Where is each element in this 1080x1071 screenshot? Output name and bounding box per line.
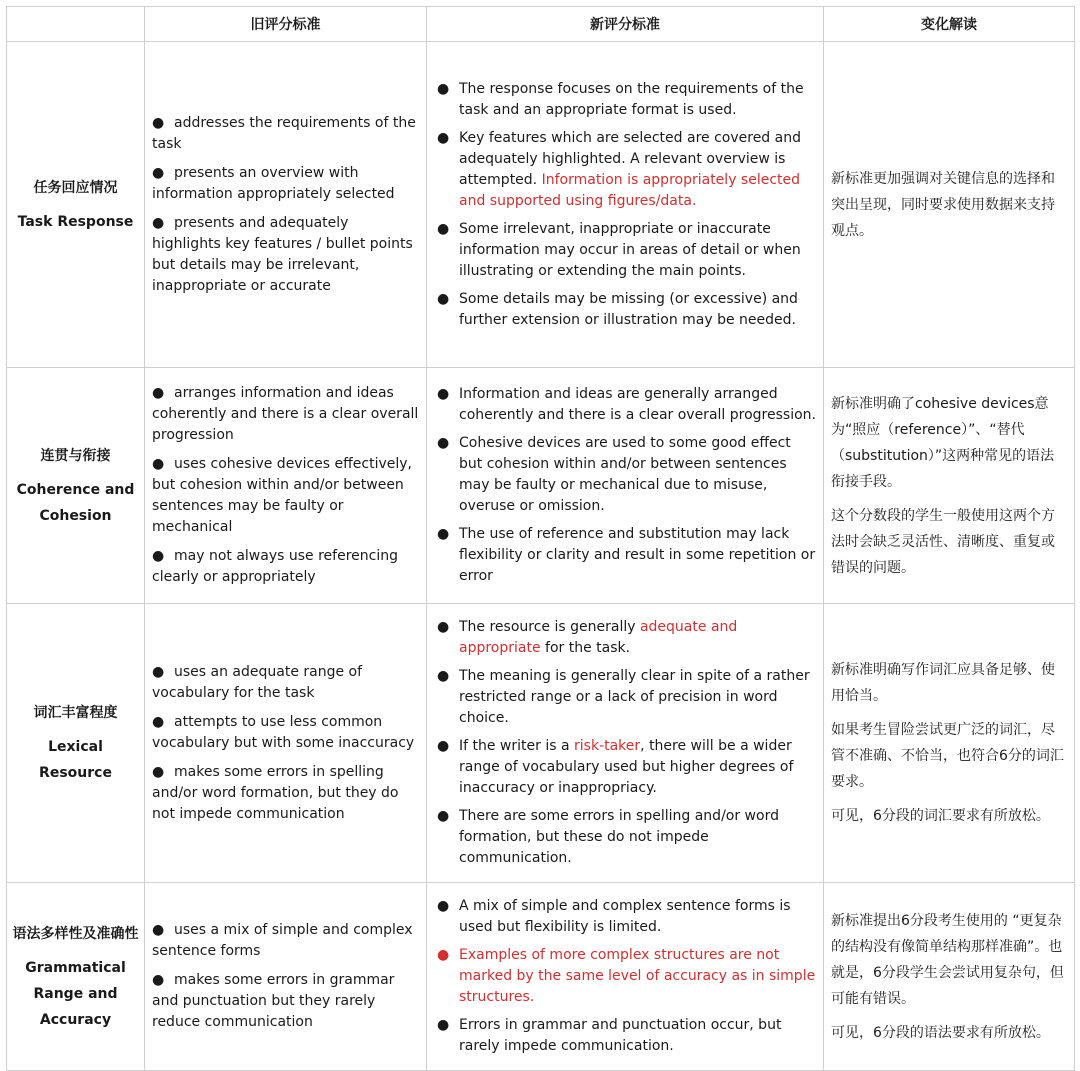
old-criteria-item (152, 113, 420, 155)
old-criteria-text: arranges information and ideas coherently and there is a clear overall progression (152, 385, 419, 443)
old-criteria-text: may not always use referencing clearly or appropriately (152, 548, 398, 585)
header-row (7, 7, 1075, 42)
new-criteria-text: There are some errors in spelling and/or word formation, but these do not impede communication. (459, 808, 779, 866)
new-criteria-cell (427, 368, 824, 604)
new-criteria-item (434, 617, 817, 659)
bullet-icon: ● (152, 548, 165, 564)
bullet-icon: ● (152, 214, 165, 231)
highlighted-text: Examples of more complex structures are not marked by the same level of accuracy as in simple structures. (459, 947, 816, 1005)
old-criteria-item (152, 383, 420, 446)
bullet-icon: ● (437, 808, 450, 824)
bullet-icon: ● (437, 898, 450, 914)
criterion-chinese-name: 词汇丰富程度 (33, 705, 118, 721)
criterion-cell (7, 604, 145, 883)
new-criteria-text: The resource is generally (459, 619, 640, 635)
new-criteria-text: Some irrelevant, inappropriate or inaccurate information may occur in areas of detail or when illustrating or extending the main points. (459, 220, 801, 279)
new-criteria-item (434, 289, 817, 331)
criterion-chinese-name: 语法多样性及准确性 (12, 925, 139, 942)
highlighted-text: adequate and appropriate (459, 619, 738, 656)
table-row (7, 883, 1075, 1071)
new-criteria-item (434, 433, 817, 517)
criteria-table (6, 6, 1075, 1071)
old-criteria-item (152, 762, 420, 825)
old-criteria-cell (145, 42, 427, 368)
new-criteria-item (434, 219, 817, 282)
new-criteria-text: A mix of simple and complex sentence forms is used but flexibility is limited. (459, 898, 791, 935)
table-row (7, 42, 1075, 368)
change-paragraph: 新标准更加强调对关键信息的选择和突出呈现，同时要求使用数据来支持观点。 (831, 170, 1055, 239)
criterion-chinese-name: 任务回应情况 (33, 179, 118, 196)
criterion-cell (7, 883, 145, 1071)
old-criteria-text: uses an adequate range of vocabulary for the task (152, 663, 363, 701)
bullet-icon: ● (152, 385, 165, 401)
new-criteria-cell (427, 42, 824, 368)
new-criteria-item (434, 128, 817, 212)
old-criteria-item (152, 163, 420, 205)
old-criteria-text: addresses the requirements of the task (152, 114, 416, 152)
criterion-chinese-name: 连贯与衔接 (40, 447, 111, 464)
change-paragraph: 新标准提出6分段考生使用的 “更复杂的结构没有像简单结构那样准确”。也就是，6分段学生会尝试用复杂句，但可能有错误。 (831, 912, 1064, 1007)
new-criteria-item (434, 1015, 817, 1057)
old-criteria-text: uses cohesive devices effectively, but cohesion within and/or between sentences may be faulty or mechanical (152, 456, 413, 535)
new-criteria-text: Information and ideas are generally arranged coherently and there is a clear overall progression. (459, 386, 816, 423)
old-criteria-text: makes some errors in spelling and/or word formation, but they do not impede communication (152, 763, 399, 822)
old-criteria-item (152, 454, 420, 538)
change-paragraph: 新标准明确写作词汇应具备足够、使用恰当。 (831, 662, 1055, 704)
criterion-english-name: Coherence and Cohesion (16, 481, 135, 524)
bullet-icon: ● (437, 386, 450, 402)
change-paragraph: 这个分数段的学生一般使用这两个方法时会缺乏灵活性、清晰度、重复或错误的问题。 (831, 507, 1055, 576)
highlighted-text: Information is appropriately selected and supported using figures/data. (459, 171, 801, 209)
change-interpretation-cell (824, 42, 1075, 368)
new-criteria-text: If the writer is a (459, 738, 575, 754)
old-criteria-item (152, 546, 420, 588)
bullet-icon: ● (437, 738, 450, 754)
new-criteria-text: for the task. (540, 640, 631, 656)
criterion-english-name: Grammatical Range and Accuracy (25, 959, 126, 1028)
change-paragraph: 可见，6分段的语法要求有所放松。 (831, 1024, 1050, 1041)
new-criteria-text: Some details may be missing (or excessive) and further extension or illustration may be needed. (459, 290, 798, 328)
bullet-icon: ● (152, 972, 165, 988)
old-criteria-text: makes some errors in grammar and punctuation but they rarely reduce communication (152, 972, 395, 1030)
new-criteria-text: , there will be a wider range of vocabulary used but higher degrees of inaccuracy or inappropriacy. (459, 738, 794, 796)
change-interpretation-cell (824, 604, 1075, 883)
table-row (7, 604, 1075, 883)
old-criteria-cell (145, 368, 427, 604)
bullet-icon: ● (437, 947, 450, 963)
old-criteria-item (152, 712, 420, 754)
criterion-cell (7, 42, 145, 368)
bullet-icon: ● (152, 763, 165, 780)
new-criteria-item (434, 79, 817, 121)
new-criteria-cell (427, 604, 824, 883)
old-criteria-text: uses a mix of simple and complex sentence forms (152, 922, 413, 959)
new-criteria-text: The meaning is generally clear in spite of a rather restricted range or a lack of precision in word choice. (459, 668, 810, 726)
old-criteria-cell (145, 604, 427, 883)
new-criteria-item (434, 524, 817, 587)
old-criteria-cell (145, 883, 427, 1071)
new-criteria-text: The response focuses on the requirements of the task and an appropriate format is used. (459, 80, 804, 118)
header-criterion (7, 7, 145, 42)
old-criteria-item (152, 213, 420, 297)
old-criteria-item (152, 970, 420, 1033)
old-criteria-item (152, 662, 420, 704)
new-criteria-item (434, 666, 817, 729)
new-criteria-cell (427, 883, 824, 1071)
criterion-english-name: Lexical Resource (39, 739, 112, 781)
bullet-icon: ● (152, 922, 165, 938)
new-criteria-item (434, 736, 817, 799)
header-old-criteria: 旧评分标准 (145, 7, 427, 42)
change-paragraph: 新标准明确了cohesive devices意为“照应（reference）”、“替代（substitution）”这两种常见的语法衔接手段。 (831, 395, 1055, 490)
bullet-icon: ● (152, 114, 165, 131)
old-criteria-text: attempts to use less common vocabulary but with some inaccuracy (152, 713, 415, 751)
bullet-icon: ● (437, 220, 450, 237)
new-criteria-item (434, 896, 817, 938)
bullet-icon: ● (152, 164, 165, 181)
new-criteria-item (434, 806, 817, 869)
bullet-icon: ● (437, 290, 450, 307)
old-criteria-text: presents and adequately highlights key features / bullet points but details may be irrelevant, inappropriate or accurate (152, 214, 413, 294)
bullet-icon: ● (152, 456, 165, 472)
header-change-interpretation: 变化解读 (824, 7, 1075, 42)
change-interpretation-cell (824, 368, 1075, 604)
bullet-icon: ● (437, 80, 450, 97)
old-criteria-text: presents an overview with information appropriately selected (152, 164, 395, 202)
new-criteria-item (434, 384, 817, 426)
bullet-icon: ● (437, 1017, 450, 1033)
bullet-icon: ● (152, 663, 165, 680)
table-row (7, 368, 1075, 604)
change-paragraph: 如果考生冒险尝试更广泛的词汇，尽管不准确、不恰当，也符合6分的词汇要求。 (831, 722, 1064, 790)
new-criteria-text: The use of reference and substitution may lack flexibility or clarity and result in some repetition or error (459, 526, 816, 584)
bullet-icon: ● (437, 668, 450, 684)
bullet-icon: ● (152, 713, 165, 730)
change-paragraph: 可见，6分段的词汇要求有所放松。 (831, 808, 1050, 824)
bullet-icon: ● (437, 526, 450, 542)
criterion-english-name: Task Response (17, 213, 134, 230)
bullet-icon: ● (437, 435, 450, 451)
criterion-cell (7, 368, 145, 604)
highlighted-text: risk-taker (574, 738, 641, 754)
old-criteria-item (152, 920, 420, 962)
bullet-icon: ● (437, 619, 450, 635)
new-criteria-text: Errors in grammar and punctuation occur, but rarely impede communication. (459, 1017, 782, 1054)
new-criteria-text: Key features which are selected are covered and adequately highlighted. A relevant overview is attempted. (459, 129, 801, 188)
new-criteria-text: Cohesive devices are used to some good effect but cohesion within and/or between sentences may be faulty or mechanical due to misuse, overuse or omission. (459, 435, 791, 514)
new-criteria-item (434, 945, 817, 1008)
change-interpretation-cell (824, 883, 1075, 1071)
bullet-icon: ● (437, 129, 450, 146)
header-new-criteria: 新评分标准 (427, 7, 824, 42)
